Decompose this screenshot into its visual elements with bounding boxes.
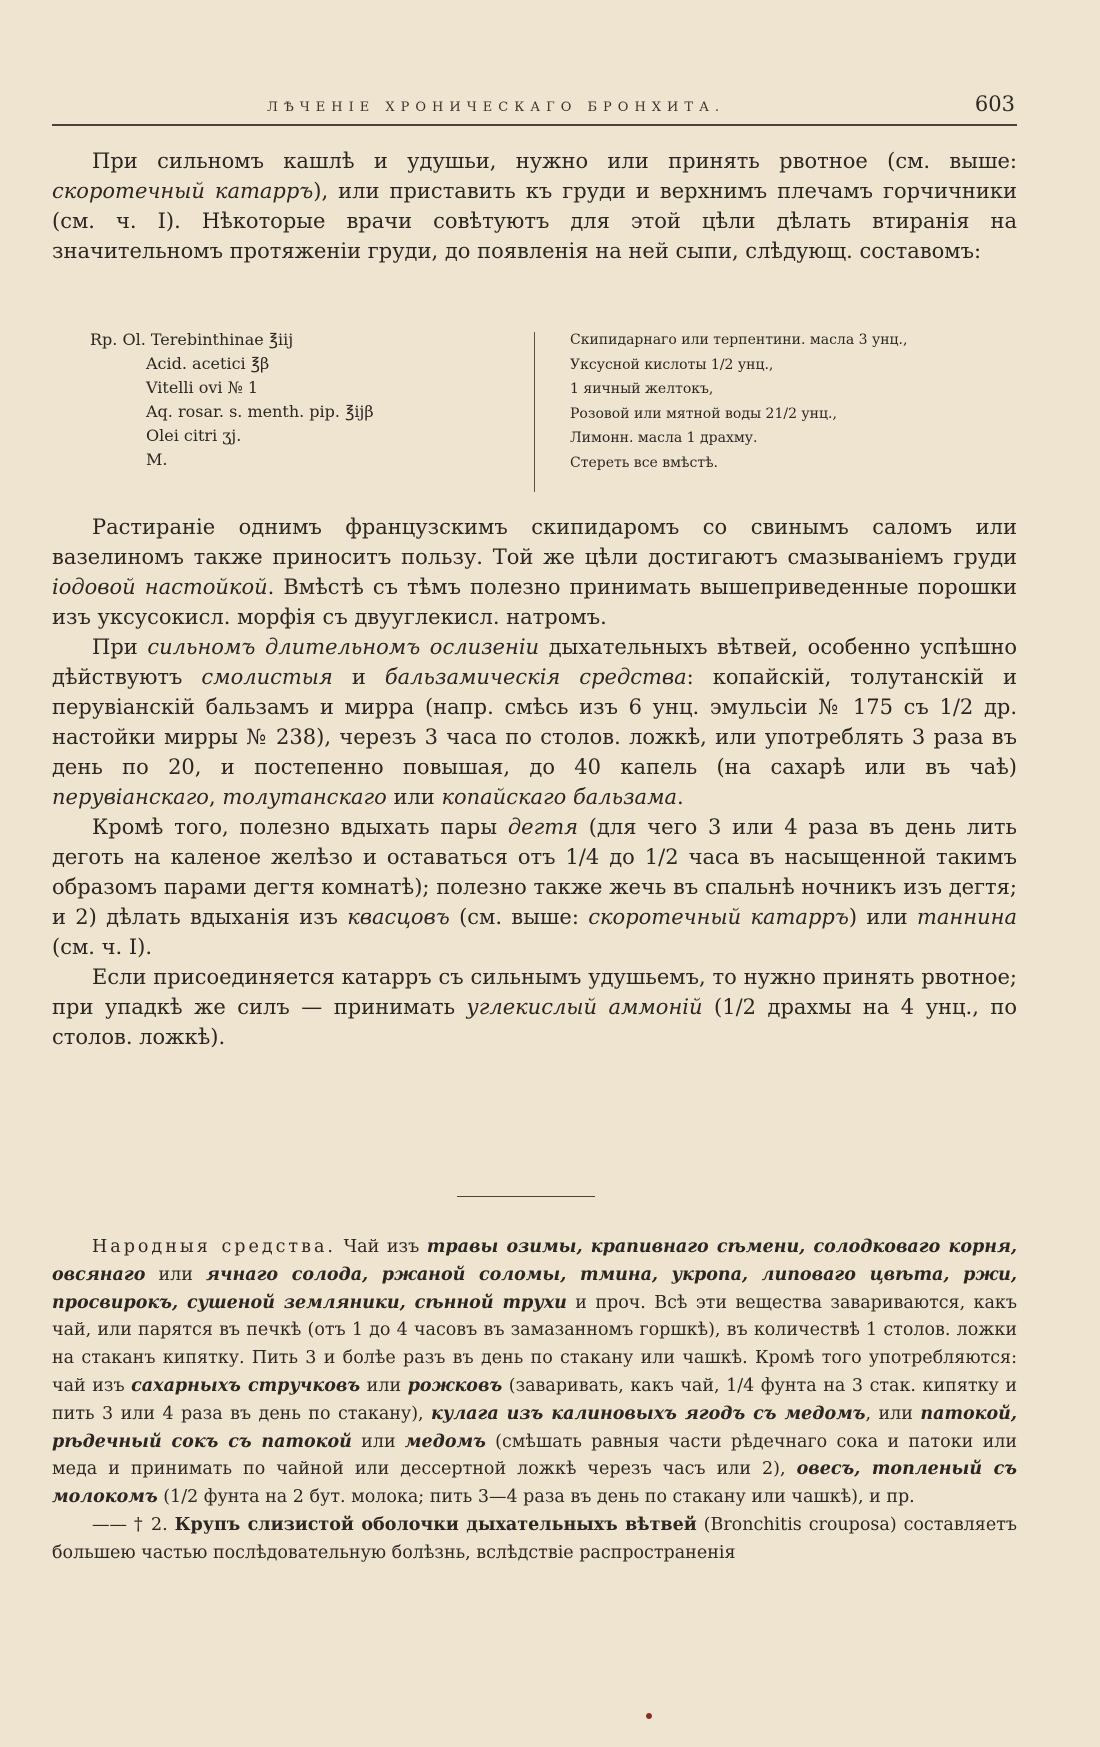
recipe-latin [90,328,510,472]
emphasis: скоротечный катарръ [588,905,849,929]
paragraph-emetic: Если присоединяется катарръ съ сильнымъ удушьемъ, то нужно принять рвотное; при упадкѣ же силъ — принимать углекислый аммоній (1/2 драхмы на 4 унц., по столов. ложкѣ). [52,965,1018,1049]
recipe-line: M. [146,450,168,469]
emphasis: смолистыя [201,665,333,689]
recipe-line: Лимонн. масла 1 драхму. [570,430,758,446]
emphasis: сильномъ длительномъ ослизеніи [147,635,540,659]
recipe-line: Скипидарнаго или терпентини. масла 3 унц., [570,332,908,348]
recipe-line: Acid. acetici ℥β [146,354,270,373]
recipe-russian [570,328,1025,475]
paragraph-balsams: При сильномъ длительномъ ослизеніи дыхательныхъ вѣтвей, особенно успѣшно дѣйствуютъ смолистыя и бальзамическія средства: копайскій, толутанскій и перувіанскій бальзамъ и мирра (напр. смѣсь изъ 6 унц. эмульсіи № 175 съ 1/2 др. настойки мирры № 238), черезъ 3 часа по столов. ложкѣ, или употреблять 3 раза въ день по 20, и постепенно повышая, до 40 капель (на сахарѣ или въ чаѣ) перувіанскаго, толутанскаго или копайскаго бальзама. [52,635,1017,809]
recipe-line: 1 яичный желтокъ, [570,381,714,397]
emphasis: углекислый аммоній [466,995,703,1019]
emphasis: іодовой настойкой [52,575,268,599]
page-number: 603 [974,92,1015,116]
recipe-line: Розовой или мятной воды 21/2 унц., [570,405,837,422]
recipe-line: Vitelli ovi № 1 [146,378,259,397]
emphasis: скоротечный катарръ [52,179,314,203]
folk-remedies-title: Народныя средства. [92,1237,336,1257]
croup-paragraph: —— † 2. Крупъ слизистой оболочки дыхательныхъ вѣтвей (Bronchitis crouposa) составляетъ большею частью послѣдовательную болѣзнь, вслѣдствіе распространенія [52,1514,1018,1563]
section-separator [457,1196,595,1197]
main-text [52,512,1017,1052]
paragraph-tar: Кромѣ того, полезно вдыхать пары дегтя (для чего 3 или 4 раза въ день лить деготь на каленое желѣзо и оставаться отъ 1/4 до 1/2 часа въ насыщенной такимъ образомъ парами дегтя комнатѣ); полезно также жечь въ спальнѣ ночникъ изъ дегтя; и 2) дѣлать вдыханія изъ квасцовъ (см. выше: скоротечный катарръ) или таннина (см. ч. I). [52,815,1017,959]
recipe-line: Стереть все вмѣстѣ. [570,454,718,471]
recipe-block [90,328,1020,498]
recipe-line: Уксусной кислоты 1/2 унц., [570,356,774,373]
emphasis: дегтя [507,815,579,839]
header-rule [52,124,1017,126]
emphasis: копайскаго бальзама [441,785,678,809]
emphasis: квасцовъ [347,905,450,929]
emphasis: бальзамическія средства [384,665,687,689]
paragraph-rubbing: Растираніе однимъ французскимъ скипидаромъ со свинымъ саломъ или вазелиномъ также приноситъ пользу. Той же цѣли достигаютъ смазываніемъ груди іодовой настойкой. Вмѣстѣ съ тѣмъ полезно принимать вышеприведенные порошки изъ уксусокисл. морфія съ двууглекисл. натромъ. [52,515,1017,629]
page-header [52,92,1017,120]
recipe-line: Olei citri ʒj. [146,426,242,445]
croup-heading: Крупъ слизистой оболочки дыхательныхъ вѣтвей [174,1514,697,1535]
paragraph-cough: При сильномъ кашлѣ и удушьи, нужно или принять рвотное (см. выше: скоротечный катарръ), или приставить къ груди и верхнимъ плечамъ горчичники (см. ч. I). Нѣкоторые врачи совѣтуютъ для этой цѣли дѣлать втиранія на значительномъ протяженіи груди, до появленія на ней сыпи, слѣдующ. составомъ: [52,149,1017,263]
recipe-divider [534,332,535,492]
emphasis: таннина [917,905,1017,929]
ink-dot [646,1713,652,1719]
folk-remedies-paragraph: Народныя средства. Чай изъ травы озимы, крапивнаго сѣмени, солодковаго корня, овсянаго или ячнаго солода, ржаной соломы, тмина, укропа, липоваго цвѣта, ржи, просвирокъ, сушеной земляники, сѣнной трухи и проч. Всѣ эти вещества завариваются, какъ чай, или парятся въ печкѣ (отъ 1 до 4 часовъ въ замазанномъ горшкѣ), въ количествѣ 1 столов. ложки на стаканъ кипятку. Пить 3 и болѣе разъ въ день по стакану или чашкѣ. Кромѣ того употребляются: чай изъ сахарныхъ стручковъ или рожковъ (заваривать, какъ чай, 1/4 фунта на 3 стак. кипятку и пить 3 или 4 раза въ день по стакану), кулага изъ калиновыхъ ягодъ съ медомъ, или патокой, рѣдечный сокъ съ патокой или медомъ (смѣшать равныя части рѣдечнаго сока и патоки или меда и принимать по чайной или дессертной ложкѣ черезъ часъ или 2), овесъ, топленый съ молокомъ (1/2 фунта на 2 бут. молока; пить 3—4 раза въ день по стакану или чашкѣ), и пр. [52,1237,1018,1508]
emphasis: перувіанскаго [52,785,209,809]
folk-remedies-section [52,1234,1017,1568]
emphasis: толутанскаго [222,785,387,809]
recipe-line: Aq. rosar. s. menth. pip. ℥ijβ [146,402,374,421]
recipe-line: Rp. Ol. Terebinthinae ℥iij [90,330,294,349]
running-title: ЛѢЧЕНІЕ ХРОНИЧЕСКАГО БРОНХИТА. [267,100,726,115]
